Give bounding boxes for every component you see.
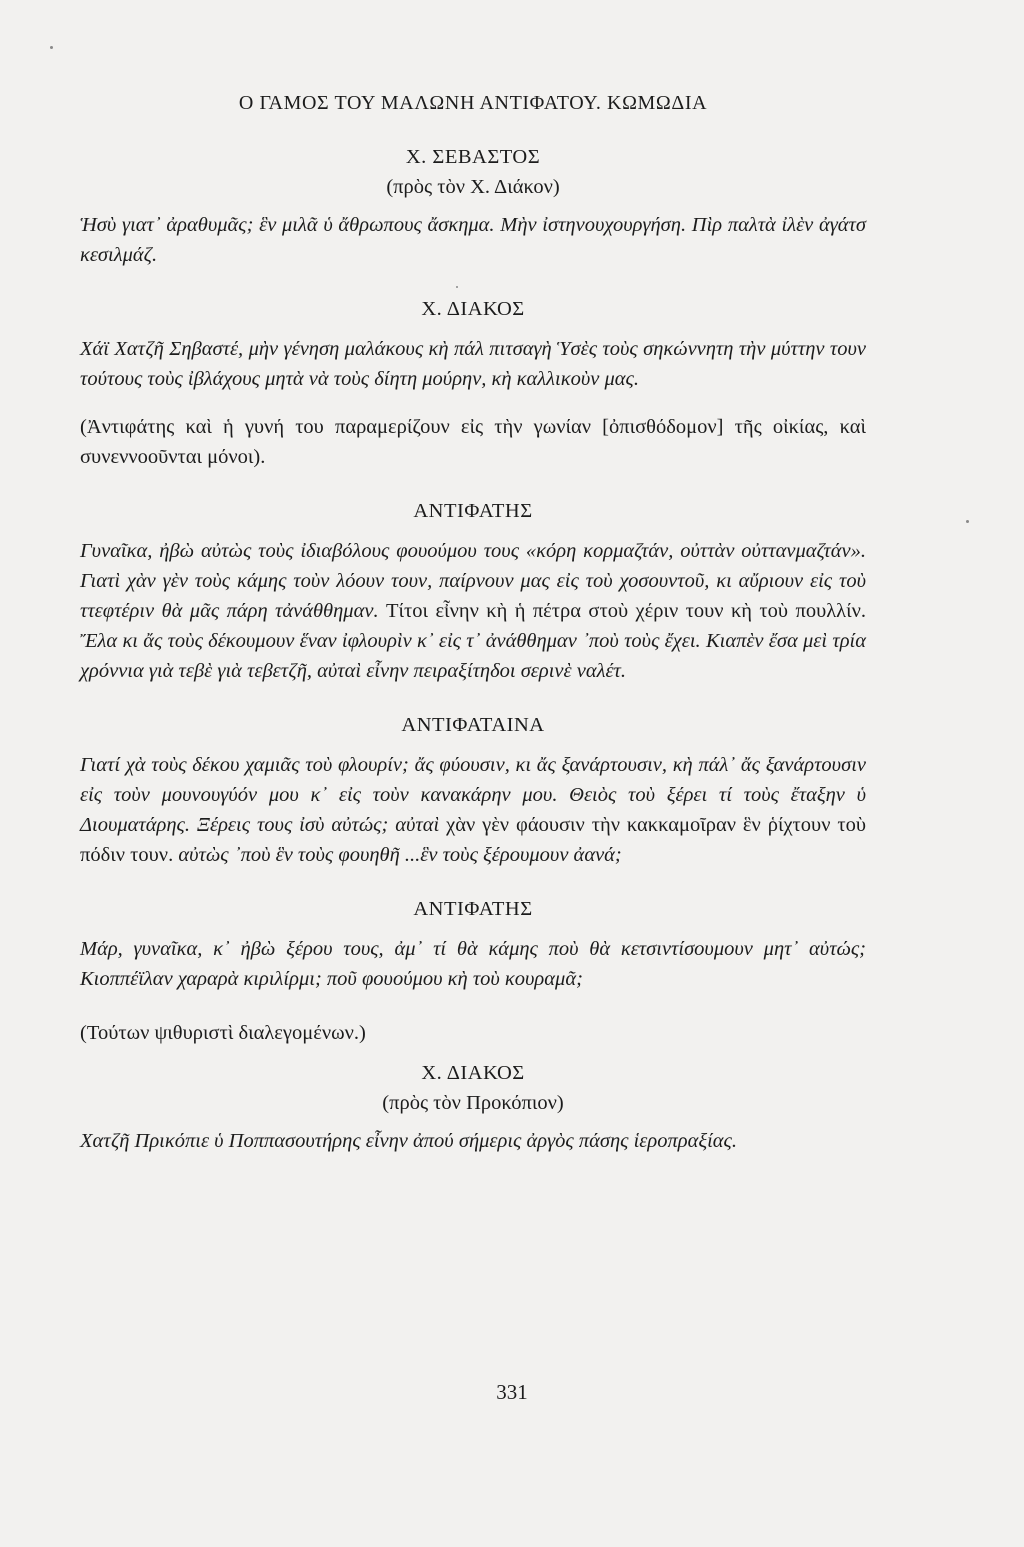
spacer (80, 1048, 866, 1058)
stage-direction-whispering: (Τούτων ψιθυριστὶ διαλεγομένων.) (80, 1022, 366, 1044)
speech-antifatis-2: Μάρ, γυναῖκα, κ᾽ ἠβὼ ξέρου τους, ἀμ᾽ τί θὰ κάμης ποὺ θὰ κετσιντίσουμουν μητ᾽ αὐτώς; Κιοππέϊλαν χαραρὰ κιριλίρμι; ποῦ φουούμου κὴ τοὺ κουραμᾶ; (80, 938, 866, 990)
speech-diakos: Χάϊ Χατζῆ Σηβαστέ, μὴν γένηση μαλάκους κὴ πάλ πιτσαγὴ Ὑσὲς τοὺς σηκώνvητη τὴν μύττην τουν τούτους τοὺς ἰβλάχους μητὰ νὰ τοὺς δίητη μούρην, κὴ καλλικοὺν μας. (80, 338, 866, 390)
speech-antifataina-part-a: Γιατί χὰ τοὺς δέκου χαμιᾶς τοὺ φλουρίν; ἄς φύουσιν, κι ἄς ξανάρτουσιν, κὴ πάλ᾽ ἄς ξανάρτουσιν εἰς τοὺν μουνουγύόν μου κ᾽ εἰς τοὺν κανακάρην μου. Θειὸς τοὺ ξέρει τί τοὺς ἔταξην ὑ Διουματάρης. Ξέρεις τους ἰσὺ αὐτώς; αὐταὶ (80, 754, 866, 836)
spacer (80, 870, 866, 894)
spacer (80, 740, 866, 750)
speech-antifatis-part-c: Ἔλα κι ἄς τοὺς δέκουμουν ἕναν ἰφλουρὶν κ᾽ εἰς τ᾽ ἀνάθθημαν ᾽ποὺ τοὺς ἔχει. Κιαπὲν ἔσα μεὶ τρία χρόννια γιὰ τεβὲ γιὰ τεβετζῆ, αὐταὶ εἶνην πειραξίτηδοι σερινὲ ναλέτ. (80, 630, 866, 682)
speech-antifataina-part-c: αὐτὼς ᾽ποὺ ἓν τοὺς φουηθῆ ...ἓν τοὺς ξέρουμουν ἀανά; (178, 844, 622, 866)
stage-direction-antifatis-aside: (Ἀντιφάτης καὶ ἡ γυνή του παραμερίζουν εἰς τὴν γωνίαν [ὀπισθόδομον] τῆς οἰκίας, καὶ συνεννοοῦνται μόνοι). (80, 416, 866, 468)
stage-direction-to-prokopios: (πρὸς τὸν Προκόπιον) (382, 1092, 564, 1114)
speaker-sebastos: Χ. ΣΕΒΑΣΤΟΣ (405, 146, 541, 168)
page-body (80, 88, 866, 1156)
speech-antifatis (80, 536, 866, 686)
running-head: Ο ΓΑΜΟΣ ΤΟΥ ΜΑΛΩΝΗ ΑΝΤΙΦΑΤΟΥ. ΚΩΜΩΔΙΑ (238, 92, 708, 114)
speaker-antifataina: ΑΝΤΙΦΑΤΑΙΝΑ (401, 714, 545, 736)
speech-sebastos: Ἡσὺ γιατ᾽ ἀραθυμᾶς; ἓν μιλᾶ ὑ ἄθρωπους ἄσκημα. Μὴν ἰστηνουχουργήση. Πὶρ παλτὰ ἰλὲν ἀγάτσ κεσιλμάζ. (80, 214, 866, 266)
spacer (80, 394, 866, 412)
speech-diakos-2: Χατζῆ Πρικόπιε ὑ Ποππασουτήρης εἶνην ἀπού σήμερις ἀργὸς πάσης ἱεροπραξίας. (80, 1130, 738, 1152)
speaker-diakos-2: Χ. ΔΙΑΚΟΣ (421, 1062, 525, 1084)
speech-antifataina (80, 750, 866, 870)
spacer (80, 994, 866, 1018)
spacer (80, 924, 866, 934)
spacer (80, 526, 866, 536)
stage-direction-to-diakos: (πρὸς τὸν Χ. Διάκον) (386, 176, 560, 198)
speaker-diakos: Χ. ΔΙΑΚΟΣ (421, 298, 525, 320)
page-number: 331 (496, 1380, 528, 1404)
speech-antifataina-part-b: χὰν γὲν φάουσιν τὴν κακκαμοῖραν ἓν ῥίχτουν τοὺ πόδιν τουν. (80, 814, 867, 866)
speaker-antifatis: ΑΝΤΙΦΑΤΗΣ (413, 500, 533, 522)
spacer (80, 686, 866, 710)
speaker-antifatis-2: ΑΝΤΙΦΑΤΗΣ (413, 898, 533, 920)
spacer (80, 472, 866, 496)
scan-speck (50, 46, 53, 49)
scan-speck (456, 286, 458, 288)
speech-antifatis-part-b: Τίτοι εἶνην κὴ ἡ πέτρα στοὺ χέριν τουν κὴ τοὺ πουλλίν. (386, 600, 867, 622)
speech-antifatis-part-a: Γυναῖκα, ἠβὼ αὐτὼς τοὺς ἰδιαβόλους φουούμου τους «κόρη κορμαζτάν, οὐττὰν οὐττανμαζτάν». Γιατὶ χὰν γὲν τοὺς κάμης τοὺν λόουν τουν, παίρνουν μας εἰς τοὺ χοσουντοῦ, κι αὔριουν εἰς τοὺ ττεφτέριν θὰ μᾶς πάρη τἀνάθθημαν. (80, 540, 866, 622)
scan-speck (966, 520, 969, 523)
spacer (80, 270, 866, 294)
spacer (80, 324, 866, 334)
